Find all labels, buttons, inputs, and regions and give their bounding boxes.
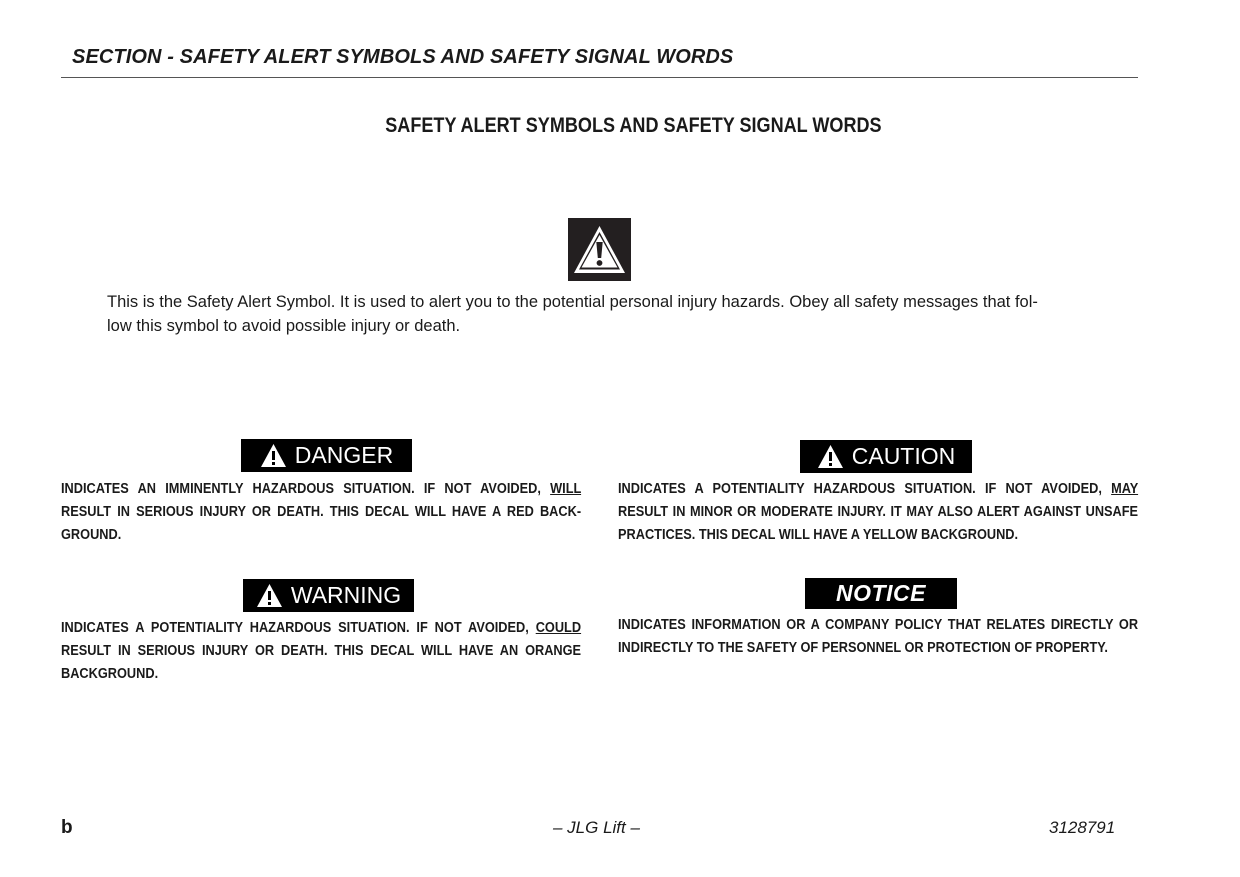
danger-label: DANGER [294,442,394,468]
warning-triangle-icon [260,443,287,468]
page-title: SAFETY ALERT SYMBOLS AND SAFETY SIGNAL WORDS [385,114,882,137]
warning-emphasis: COULD [535,620,582,636]
caution-text-after: RESULT IN MINOR OR MODERATE INJURY. IT MAY ALSO ALERT AGAINST UNSAFE PRACTICES. THIS DECAL WILL HAVE A YELLOW BACKGROUND. [618,504,1139,543]
warning-text-before: INDICATES A POTENTIALITY HAZARDOUS SITUATION. IF NOT AVOIDED, [61,620,536,636]
danger-text-before: INDICATES AN IMMINENTLY HAZARDOUS SITUATION. IF NOT AVOIDED, [61,481,551,497]
warning-text-after: RESULT IN SERIOUS INJURY OR DEATH. THIS DECAL WILL HAVE AN ORANGE BACKGROUND. [61,643,582,682]
notice-badge [805,578,957,609]
caution-emphasis: MAY [1111,481,1139,497]
notice-label: NOTICE [836,580,926,606]
warning-badge [243,579,414,612]
footer-document-number: 3128791 [1049,818,1116,837]
danger-badge [241,439,412,472]
caution-description [618,478,1138,547]
warning-triangle-icon [568,218,631,281]
notice-description [618,614,1138,660]
footer-publisher: – JLG Lift – [553,818,640,837]
safety-alert-description [107,290,1107,338]
caution-text-before: INDICATES A POTENTIALITY HAZARDOUS SITUATION. IF NOT AVOIDED, [618,481,1112,497]
caution-label: CAUTION [851,443,956,469]
danger-text-after: RESULT IN SERIOUS INJURY OR DEATH. THIS DECAL WILL HAVE A RED BACK-GROUND. [61,504,582,543]
section-header-title: SECTION - SAFETY ALERT SYMBOLS AND SAFETY SIGNAL WORDS [72,46,734,68]
warning-description [61,617,581,686]
intro-line-2: low this symbol to avoid possible injury or death. [107,317,461,335]
notice-text: INDICATES INFORMATION OR A COMPANY POLICY THAT RELATES DIRECTLY OR INDIRECTLY TO THE SAFETY OF PERSONNEL OR PROTECTION OF PROPERTY. [618,617,1139,656]
danger-description [61,478,581,547]
footer-page-letter: b [61,817,73,838]
caution-badge [800,440,972,473]
warning-label: WARNING [290,582,402,608]
danger-emphasis: WILL [550,481,582,497]
intro-line-1: This is the Safety Alert Symbol. It is used to alert you to the potential personal injury hazards. Obey all safety messages that fol- [107,293,1038,311]
warning-triangle-icon [256,583,283,608]
safety-alert-symbol [568,218,631,281]
header-divider [61,77,1138,78]
warning-triangle-icon [817,444,844,469]
